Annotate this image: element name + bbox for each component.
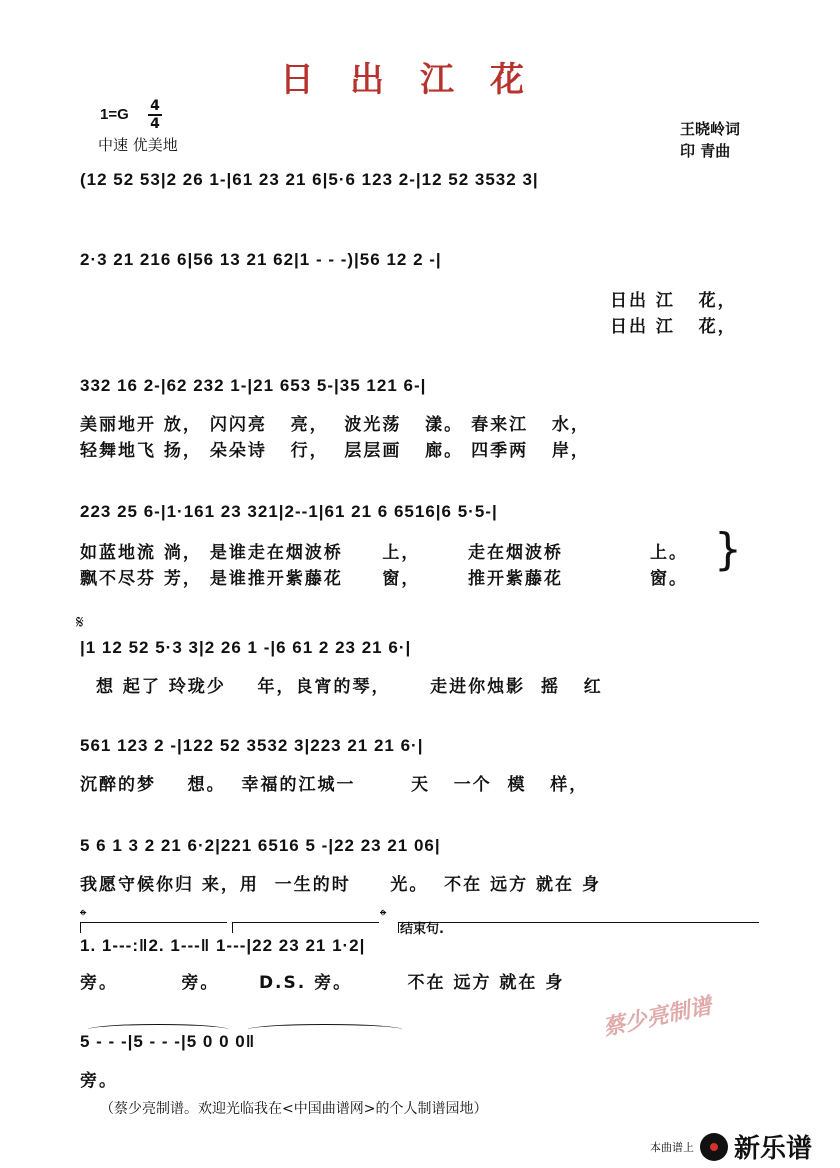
record-disc-icon — [700, 1133, 728, 1161]
lyricist: 王晓岭词 — [680, 120, 741, 138]
lyric-line-9: 旁。 — [80, 1071, 118, 1091]
footer-note: （蔡少亮制谱。欢迎光临我在<中国曲谱网>的个人制谱园地） — [100, 1101, 488, 1117]
volta-1-bracket — [80, 922, 227, 933]
lyric-line-4a: 如蓝地流 淌， 是谁走在烟波桥 上， 走在烟波桥 上。 — [80, 543, 689, 563]
notation-line-6: 561 123 2 -|122 52 3532 3|223 21 21 6·| — [80, 736, 424, 755]
coda-label: 结束句. — [400, 922, 444, 937]
notation-line-5: |1 12 52 5·3 3|2 26 1 -|6 61 2 23 21 6·| — [80, 638, 412, 657]
lyric-line-2a: 日出 江 花， — [610, 291, 737, 311]
site-logo — [650, 1128, 812, 1165]
notation-line-4: 223 25 6-|1·161 23 321|2--1|61 21 6 6516|6 5·5-| — [80, 502, 498, 521]
lyric-line-7: 我愿守候你归 来，用 一生的时 光。 不在 远方 就在 身 — [80, 875, 601, 895]
logo-caption: 本曲谱上 — [650, 1140, 694, 1154]
logo-text: 新乐谱 — [734, 1134, 813, 1164]
notation-line-7: 5 6 1 3 2 21 6·2|221 6516 5 -|22 23 21 06| — [80, 836, 441, 855]
coda-bracket — [398, 922, 759, 933]
song-title: 日出江花 — [280, 60, 560, 100]
time-signature-bottom: 4 — [150, 116, 160, 132]
time-signature-top: 4 — [150, 98, 160, 114]
verse-brace: } — [714, 524, 742, 575]
lyric-line-5: 想 起了 玲珑少 年，良宵的琴， 走进你烛影 摇 红 — [96, 677, 603, 697]
lyric-line-4b: 飘不尽芬 芳， 是谁推开紫藤花 窗， 推开紫藤花 窗。 — [80, 569, 689, 589]
segno-sign: 𝄋 — [76, 612, 84, 633]
lyric-line-2b: 日出 江 花， — [610, 317, 737, 337]
tempo-marking: 中速 优美地 — [98, 136, 178, 154]
composer: 印 青曲 — [680, 142, 731, 160]
notation-line-2: 2·3 21 216 6|56 13 21 62|1 - - -)|56 12 2 -| — [80, 250, 442, 269]
notation-line-9: 5 - - -|5 - - -|5 0 0 0‖ — [80, 1032, 256, 1051]
lyric-line-6: 沉醉的梦 想。 幸福的江城一 天 一个 模 样， — [80, 775, 589, 795]
time-signature — [148, 99, 162, 131]
lyric-line-3b: 轻舞地飞 扬， 朵朵诗 行， 层层画 廊。 四季两 岸， — [80, 441, 590, 461]
notation-line-1: (12 52 53|2 26 1-|61 23 21 6|5·6 123 2-|12 52 3532 3| — [80, 170, 539, 189]
notation-line-3: 332 16 2-|62 232 1-|21 653 5-|35 121 6-| — [80, 376, 427, 395]
volta-2-bracket — [232, 922, 379, 933]
credits — [680, 118, 740, 162]
notation-line-8: 1. 1---:‖2. 1---‖ 1---|22 23 21 1·2| — [80, 936, 366, 955]
watermark: 蔡少亮制谱 — [601, 993, 714, 1042]
lyric-line-3a: 美丽地开 放， 闪闪亮 亮， 波光荡 漾。 春来江 水， — [80, 415, 590, 435]
coda-sign-2: 𝄌 — [380, 906, 387, 927]
coda-sign-1: 𝄌 — [80, 906, 87, 927]
key-signature: 1=G — [100, 106, 129, 123]
lyric-line-8: 旁。 旁。 D.S. 旁。 不在 远方 就在 身 — [80, 973, 565, 993]
